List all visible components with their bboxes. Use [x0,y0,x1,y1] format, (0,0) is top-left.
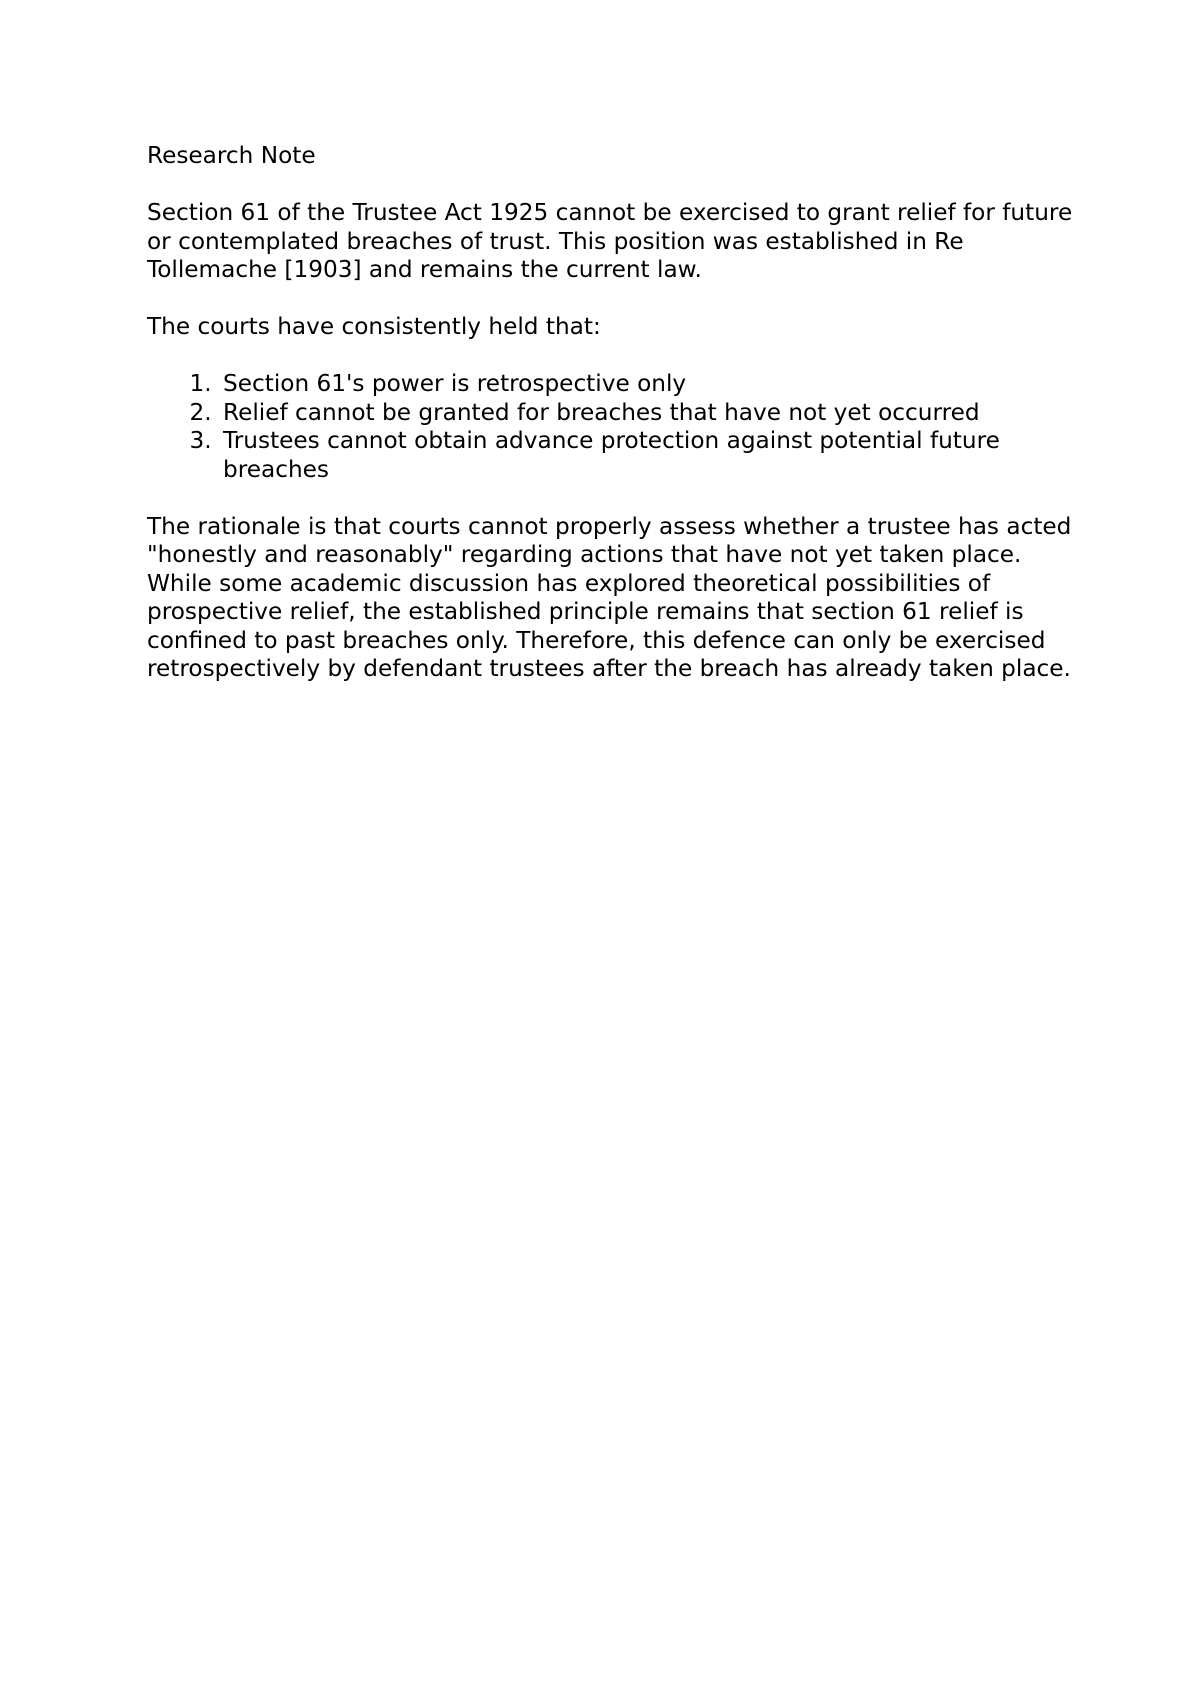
list-item: 1. Section 61's power is retrospective only [219,370,1087,399]
document-title: Research Note [147,142,316,169]
holdings-list [147,370,1087,484]
list-item: 3. Trustees cannot obtain advance protection against potential future breaches [219,427,1087,484]
list-item: 2. Relief cannot be granted for breaches that have not yet occurred [219,399,1087,428]
intro-paragraph: Section 61 of the Trustee Act 1925 cannot be exercised to grant relief for future or contemplated breaches of trust. This position was established in Re Tollemache [1903] and remains the current law. [147,199,1073,283]
lead-in-paragraph: The courts have consistently held that: [147,313,601,340]
document-page [147,142,1087,712]
rationale-paragraph: The rationale is that courts cannot properly assess whether a trustee has acted "honestly and reasonably" regarding actions that have not yet taken place. While some academic discussion has explored theoretical possibilities of prospective relief, the established principle remains that section 61 relief is confined to past breaches only. Therefore, this defence can only be exercised retrospectively by defendant trustees after the breach has already taken place. [147,512,1072,682]
